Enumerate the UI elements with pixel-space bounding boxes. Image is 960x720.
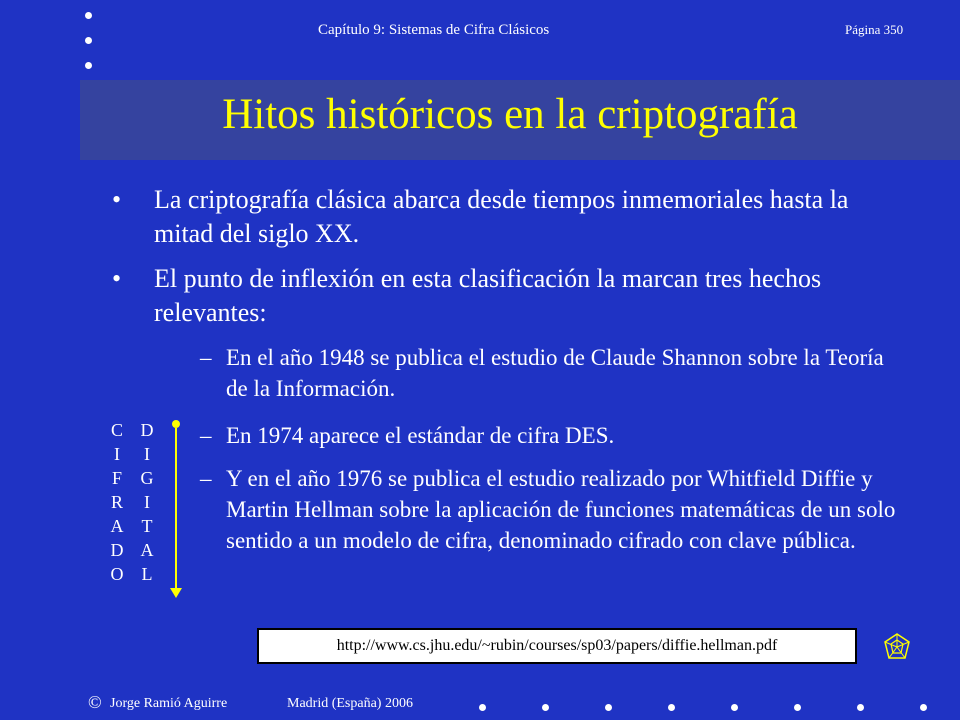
- arrow-head-icon: [170, 588, 182, 598]
- sub-item-text: En 1974 aparece el estándar de cifra DES.: [226, 423, 615, 448]
- vertical-letter: D: [140, 420, 154, 440]
- sub-bullet-marker: –: [200, 466, 212, 491]
- vertical-letter: R: [110, 492, 123, 512]
- decor-dot: [85, 12, 92, 19]
- decor-dot: [920, 704, 927, 711]
- decor-dot: [479, 704, 486, 711]
- decor-dot: [85, 62, 92, 69]
- vertical-word-digital: [138, 418, 156, 586]
- spiderweb-icon[interactable]: [882, 632, 912, 662]
- decor-dot: [794, 704, 801, 711]
- decor-dot: [857, 704, 864, 711]
- vertical-letter: I: [144, 492, 150, 512]
- vertical-letter: D: [110, 540, 124, 560]
- vertical-letter: L: [141, 564, 153, 584]
- decor-dot: [731, 704, 738, 711]
- timeline-arrow: [175, 428, 177, 591]
- bullet-marker: •: [112, 264, 122, 293]
- vertical-letter: C: [110, 420, 123, 440]
- bullet-text: El punto de inflexión en esta clasificación la marcan tres hechos relevantes:: [154, 264, 822, 327]
- decor-dot: [85, 37, 92, 44]
- reference-link[interactable]: http://www.cs.jhu.edu/~rubin/courses/sp03/papers/diffie.hellman.pdf: [257, 628, 857, 664]
- slide-title: Hitos históricos en la criptografía: [222, 91, 798, 138]
- vertical-letter: I: [144, 444, 150, 464]
- footer-author: Jorge Ramió Aguirre: [110, 696, 228, 711]
- vertical-letter: I: [114, 444, 120, 464]
- arrow-start-dot: [172, 420, 180, 428]
- vertical-letter: F: [111, 468, 122, 488]
- vertical-letter: A: [140, 540, 154, 560]
- decor-dot: [668, 704, 675, 711]
- sub-item-text: En el año 1948 se publica el estudio de Claude Shannon sobre la Teoría de la Información.: [226, 345, 884, 401]
- sub-bullet-marker: –: [200, 345, 212, 370]
- bullet-text: La criptografía clásica abarca desde tiempos inmemoriales hasta la mitad del siglo XX.: [154, 185, 849, 248]
- chapter-header: Capítulo 9: Sistemas de Cifra Clásicos: [318, 22, 550, 38]
- bullet-marker: •: [112, 185, 122, 214]
- footer-location: Madrid (España) 2006: [287, 696, 413, 711]
- vertical-letter: O: [110, 564, 124, 584]
- vertical-letter: A: [110, 516, 124, 536]
- decor-dot: [605, 704, 612, 711]
- vertical-letter: G: [140, 468, 154, 488]
- page-number: Página 350: [845, 22, 904, 37]
- footer-copyright: ©: [88, 692, 102, 712]
- decor-dot: [542, 704, 549, 711]
- vertical-letter: T: [141, 516, 153, 536]
- sub-item-text: Y en el año 1976 se publica el estudio realizado por Whitfield Diffie y Martin Hellman sobre la aplicación de funciones matemáticas de un solo sentido a un modelo de cifra, denominado cifrado con clave pública.: [226, 466, 896, 553]
- sub-bullet-marker: –: [200, 423, 212, 448]
- vertical-word-cifrado: [108, 418, 126, 586]
- title-band: [80, 80, 960, 160]
